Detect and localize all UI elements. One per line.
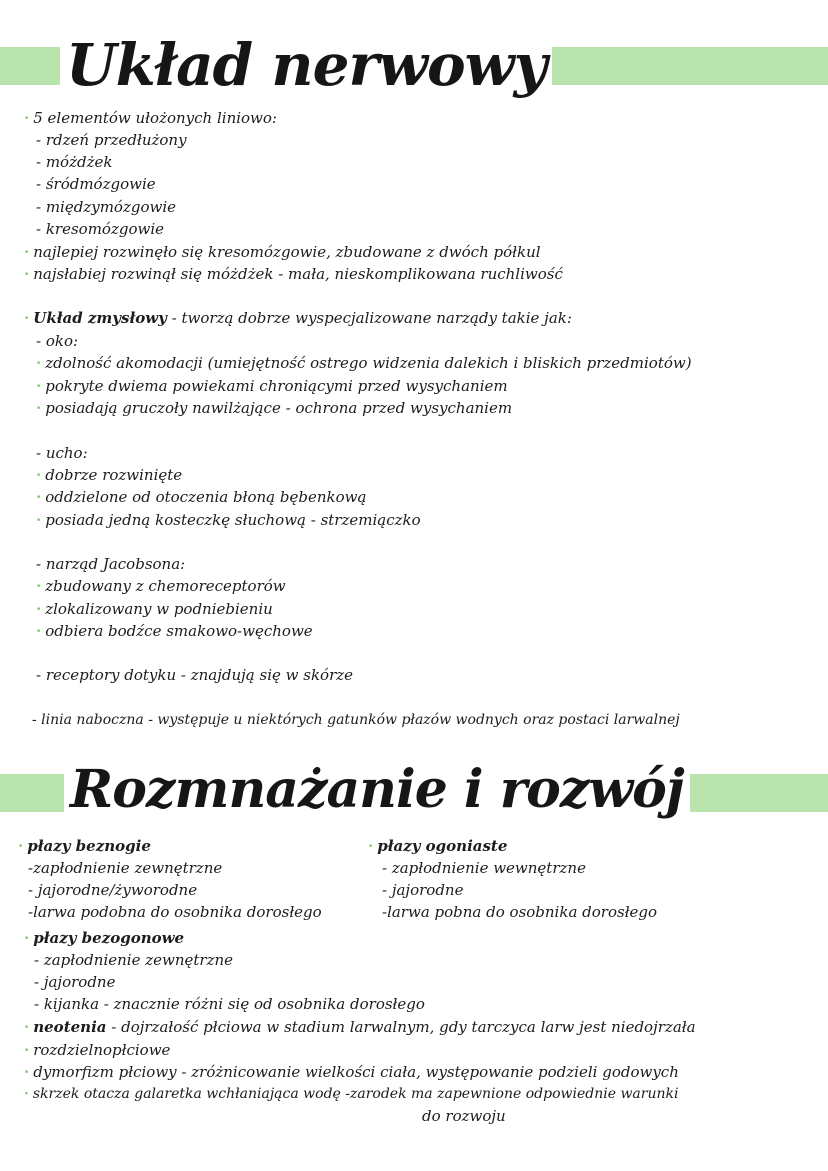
legless-title: płazy beznogie (27, 837, 151, 855)
bullet-dot-icon: · (36, 488, 42, 506)
list-item: · skrzek otacza galaretka wchłaniająca wodę -zarodek ma zapewnione odpowiednie warunki (24, 1086, 679, 1102)
list-item: - jajorodne/żyworodne (28, 881, 198, 899)
list-item: · rozdzielnopłciowe (24, 1041, 171, 1059)
list-item: · najsłabiej rozwinął się móżdżek - mała, nieskomplikowana ruchliwość (24, 265, 563, 283)
bullet-dot-icon: · (24, 309, 30, 327)
list-item: - rdzeń przedłużony (36, 131, 187, 149)
neoteny-line: · neotenia - dojrzałość płciowa w stadium larwalnym, gdy tarczyca larw jest niedojrzała (24, 1018, 696, 1036)
list-item: - kresomózgowie (36, 220, 165, 238)
list-item: · posiada jedną kosteczkę słuchową - strzemiączko (36, 511, 421, 529)
list-item: · najlepiej rozwinęło się kresomózgowie, zbudowane z dwóch półkul (24, 243, 541, 261)
tailless-title: płazy bezogonowe (33, 929, 185, 947)
bullet-dot-icon: · (36, 377, 42, 395)
senses-line: · Układ zmysłowy - tworzą dobrze wyspecjalizowane narządy takie jak: (24, 309, 572, 327)
neoteny-term: neotenia (33, 1018, 107, 1036)
list-item: · posiadają gruczoły nawilżające - ochrona przed wysychaniem (36, 399, 513, 417)
bullet-dot-icon: · (36, 511, 42, 529)
tailed-title: płazy ogoniaste (377, 837, 508, 855)
ear-title: - ucho: (36, 444, 88, 462)
list-item: -zapłodnienie zewnętrzne (28, 859, 223, 877)
bullet-dot-icon: · (18, 837, 24, 855)
list-item: · odbiera bodźce smakowo-węchowe (36, 622, 313, 640)
list-item: · dymorfizm płciowy - zróżnicowanie wielkości ciała, występowanie podzieli godowych (24, 1063, 679, 1081)
list-item: - jajorodne (382, 881, 464, 899)
bullet-dot-icon: · (36, 399, 42, 417)
list-item: - zapłodnienie wewnętrzne (382, 859, 586, 877)
bullet-dot-icon: · (36, 354, 42, 372)
touch-receptors-line: - receptory dotyku - znajdują się w skórze (36, 666, 354, 684)
bullet-dot-icon: · (368, 837, 374, 855)
list-item: · zlokalizowany w podniebieniu (36, 600, 273, 618)
list-item: - kijanka - znacznie różni się od osobnika dorosłego (34, 995, 425, 1013)
senses-heading: Układ zmysłowy (33, 309, 167, 327)
title-bar-right (510, 47, 828, 85)
bullet-dot-icon: · (24, 109, 30, 127)
title-bar-left (0, 774, 68, 812)
bullet-dot-icon: · (36, 622, 42, 640)
list-item: · zdolność akomodacji (umiejętność ostrego widzenia dalekich i bliskich przedmiotów) (36, 354, 692, 372)
jacobson-title: - narząd Jacobsona: (36, 555, 186, 573)
bullet-dot-icon: · (36, 466, 42, 484)
section-title-reproduction: Rozmnażanie i rozwój (64, 752, 690, 828)
list-item: · 5 elementów ułożonych liniowo: (24, 109, 277, 127)
list-item: - międzymózgowie (36, 198, 177, 216)
lateral-line-line: - linia naboczna - występuje u niektórych gatunków płazów wodnych oraz postaci larwalnej (32, 712, 680, 728)
bullet-dot-icon: · (24, 929, 30, 947)
list-item: · oddzielone od otoczenia błoną bębenkową (36, 488, 367, 506)
bullet-dot-icon: · (24, 265, 30, 283)
list-item-continuation: do rozwoju (422, 1107, 506, 1125)
title-bar-right (676, 774, 828, 812)
list-item: - śródmózgowie (36, 175, 156, 193)
bullet-dot-icon: · (24, 1086, 29, 1102)
tailed-title-line (368, 836, 507, 856)
legless-title-line (18, 836, 151, 856)
list-item: -larwa podobna do osobnika dorosłego (28, 903, 322, 921)
list-item: - móżdżek (36, 153, 113, 171)
bullet-dot-icon: · (24, 1041, 30, 1059)
list-item: - zapłodnienie zewnętrzne (34, 951, 234, 969)
title-bar-left (0, 47, 62, 85)
bullet-dot-icon: · (24, 1018, 30, 1036)
list-item: - jajorodne (34, 973, 116, 991)
bullet-dot-icon: · (36, 600, 42, 618)
list-item: · pokryte dwiema powiekami chroniącymi przed wysychaniem (36, 377, 508, 395)
bullet-dot-icon: · (36, 577, 42, 595)
tailless-title-line (24, 928, 184, 948)
section-title-nervous-system: Układ nerwowy (60, 26, 552, 104)
bullet-dot-icon: · (24, 1063, 30, 1081)
list-item: -larwa pobna do osobnika dorosłego (382, 903, 658, 921)
eye-title: - oko: (36, 332, 79, 350)
bullet-dot-icon: · (24, 243, 30, 261)
list-item: · zbudowany z chemoreceptorów (36, 577, 286, 595)
list-item: · dobrze rozwinięte (36, 466, 183, 484)
